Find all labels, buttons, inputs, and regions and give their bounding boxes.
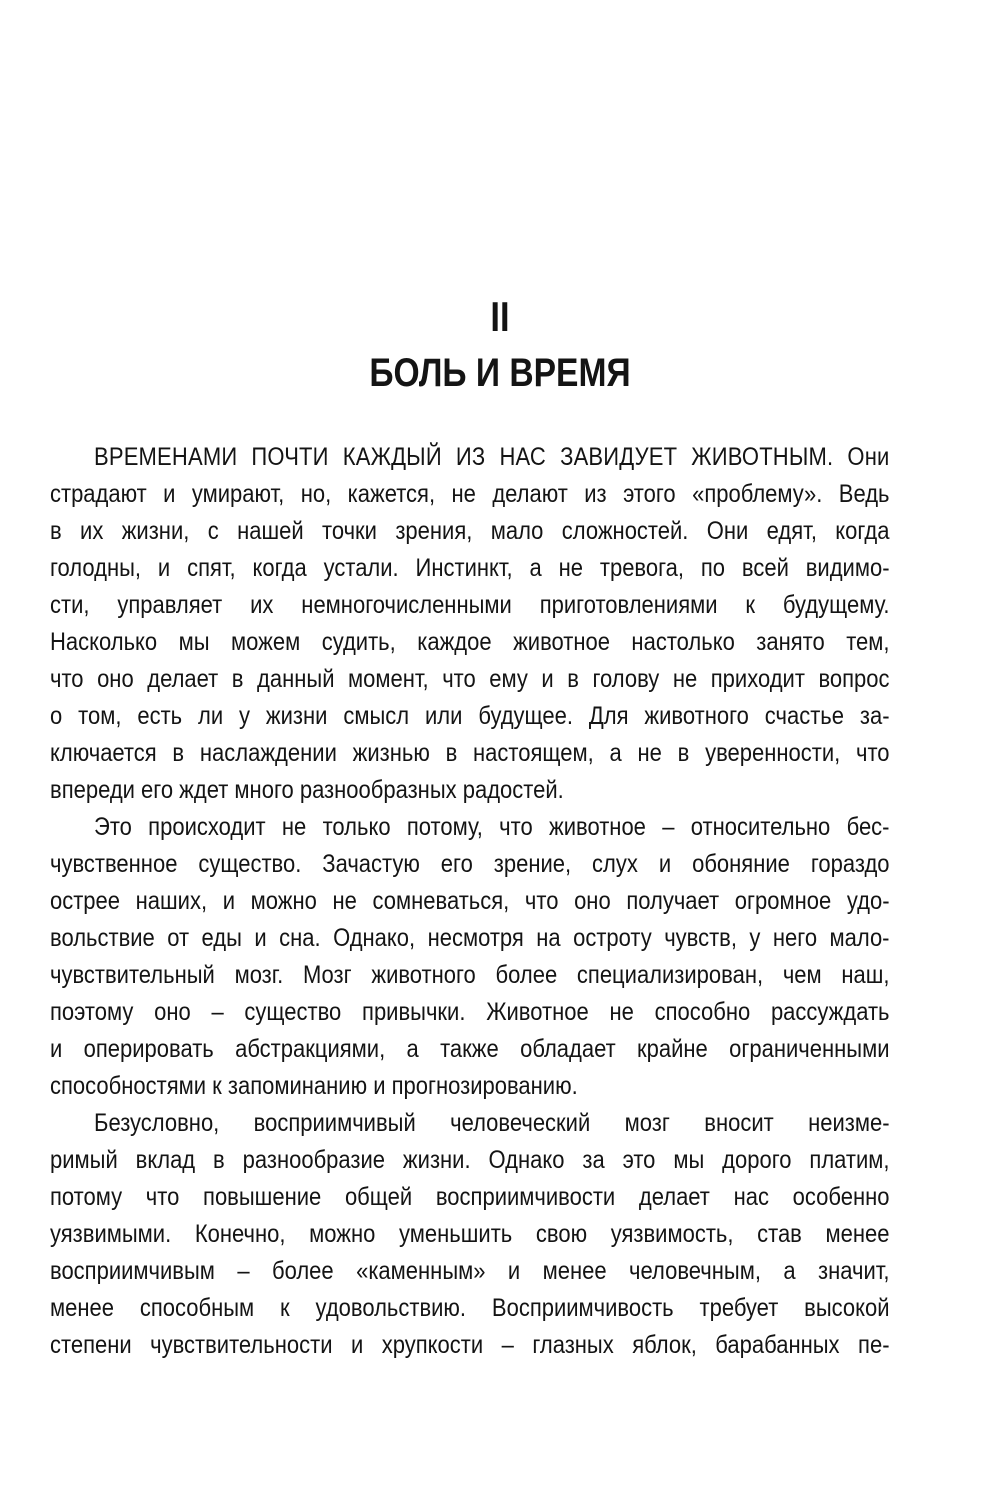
text-line: чувствительный мозг. Мозг животного более специализирован, чем наш, bbox=[50, 961, 890, 989]
text-line: степени чувствительности и хрупкости – глазных яблок, барабанных пе- bbox=[50, 1331, 890, 1359]
text-line: Насколько мы можем судить, каждое животное настолько занято тем, bbox=[50, 628, 890, 656]
text-line: что оно делает в данный момент, что ему и в голову не приходит вопрос bbox=[50, 665, 890, 693]
text-line: потому что повышение общей восприимчивости делает нас особенно bbox=[50, 1183, 890, 1211]
text-line: острее наших, и можно не сомневаться, что оно получает огромное удо- bbox=[50, 887, 890, 915]
text-line: чувственное существо. Зачастую его зрение, слух и обоняние гораздо bbox=[50, 850, 890, 878]
text-line: ключается в наслаждении жизнью в настоящем, а не в уверенности, что bbox=[50, 739, 890, 767]
text-line: страдают и умирают, но, кажется, не делают из этого «проблему». Ведь bbox=[50, 480, 890, 508]
text-line: Безусловно, восприимчивый человеческий мозг вносит неизме- bbox=[94, 1109, 890, 1137]
paragraph-2 bbox=[50, 809, 890, 1105]
text-line: способностями к запоминанию и прогнозированию. bbox=[50, 1072, 578, 1100]
text-line: римый вклад в разнообразие жизни. Однако за это мы дорого платим, bbox=[50, 1146, 890, 1174]
text-line: восприимчивым – более «каменным» и менее человечным, а значит, bbox=[50, 1257, 890, 1285]
text-line: о том, есть ли у жизни смысл или будущее. Для животного счастье за- bbox=[50, 702, 890, 730]
text-line: ВРЕМЕНАМИ ПОЧТИ КАЖДЫЙ ИЗ НАС ЗАВИДУЕТ ЖИВОТНЫМ. Они bbox=[94, 443, 890, 471]
text-line: уязвимыми. Конечно, можно уменьшить свою уязвимость, став менее bbox=[50, 1220, 890, 1248]
text-line: сти, управляет их немногочисленными приготовлениями к будущему. bbox=[50, 591, 890, 619]
chapter-number: II bbox=[490, 293, 510, 340]
text-line: и оперировать абстракциями, а также обладает крайне ограниченными bbox=[50, 1035, 890, 1063]
text-line: в их жизни, с нашей точки зрения, мало сложностей. Они едят, когда bbox=[50, 517, 890, 545]
paragraph-1 bbox=[50, 439, 890, 809]
text-line: вольствие от еды и сна. Однако, несмотря на остроту чувств, у него мало- bbox=[50, 924, 890, 952]
text-line: впереди его ждет много разнообразных радостей. bbox=[50, 776, 564, 804]
paragraph-3 bbox=[50, 1105, 890, 1364]
text-line: Это происходит не только потому, что животное – относительно бес- bbox=[94, 813, 890, 841]
text-line: поэтому оно – существо привычки. Животное не способно рассуждать bbox=[50, 998, 890, 1026]
chapter-title: БОЛЬ И ВРЕМЯ bbox=[369, 351, 631, 395]
text-line: голодны, и спят, когда устали. Инстинкт, а не тревога, по всей видимо- bbox=[50, 554, 890, 582]
chapter-body bbox=[50, 439, 890, 1364]
text-line: менее способным к удовольствию. Восприимчивость требует высокой bbox=[50, 1294, 890, 1322]
